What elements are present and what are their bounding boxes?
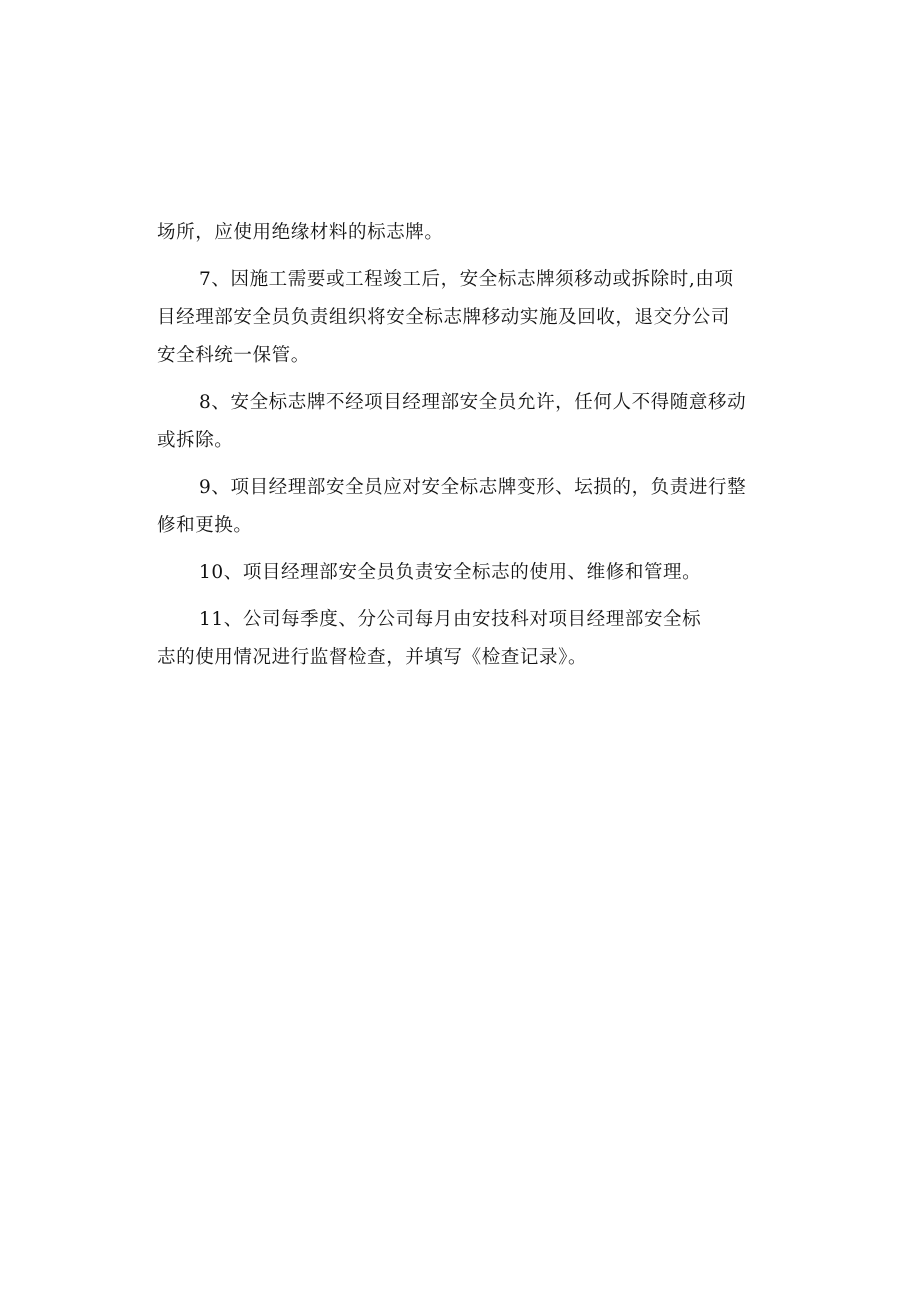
text-line: 11、公司每季度、分公司每月由安技科对项目经理部安全标 xyxy=(199,609,702,630)
paragraph-item-9 xyxy=(157,469,777,545)
paragraph-item-10 xyxy=(157,554,777,592)
text-line: 8、安全标志牌不经项目经理部安全员允许，任何人不得随意移动 xyxy=(199,392,747,413)
paragraph-continuation xyxy=(157,214,777,252)
text-line: 或拆除。 xyxy=(157,430,234,451)
text-line: 修和更换。 xyxy=(157,515,253,536)
text-line: 9、项目经理部安全员应对安全标志牌变形、坛损的，负责进行整 xyxy=(199,477,747,498)
paragraph-item-8 xyxy=(157,384,777,460)
text-line: 安全科统一保管。 xyxy=(157,345,310,366)
text-line: 10、项目经理部安全员负责安全标志的使用、维修和管理。 xyxy=(199,562,702,583)
text-line: 7、因施工需要或工程竣工后，安全标志牌须移动或拆除时,由项 xyxy=(199,269,734,290)
document-body xyxy=(157,214,777,677)
paragraph-item-11 xyxy=(157,601,777,677)
text-line: 目经理部安全员负责组织将安全标志牌移动实施及回收，退交分公司 xyxy=(157,307,731,328)
paragraph-item-7 xyxy=(157,261,777,375)
text-line: 场所，应使用绝缘材料的标志牌。 xyxy=(157,222,444,243)
text-line: 志的使用情况进行监督检查，并填写《检查记录》。 xyxy=(157,647,588,668)
